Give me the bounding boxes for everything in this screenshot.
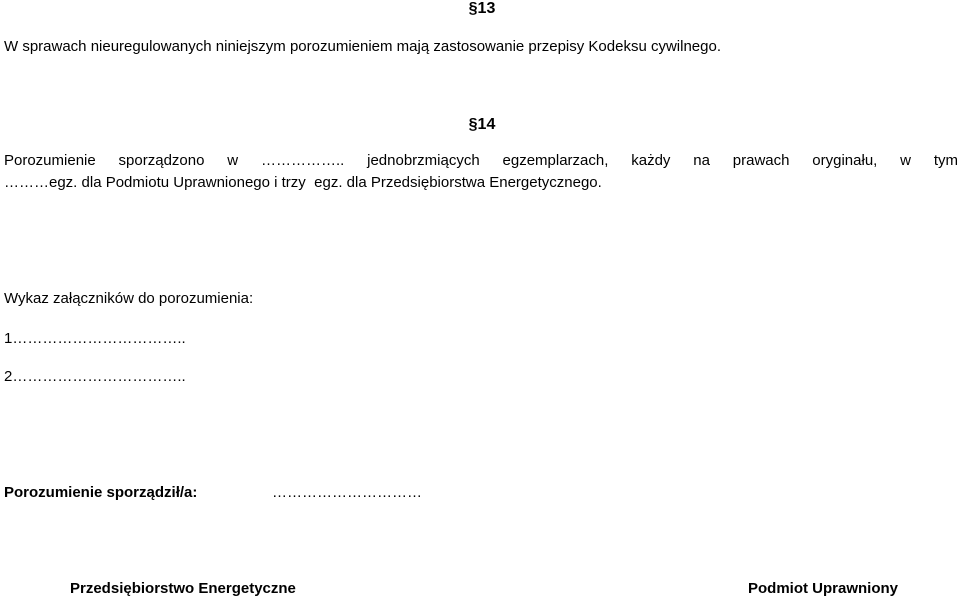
word: każdy	[631, 152, 671, 169]
word: Porozumienie	[4, 152, 96, 169]
prepared-by-value: …………………………	[272, 484, 422, 501]
word: oryginału,	[812, 152, 878, 169]
signature-authorized-entity: Podmiot Uprawniony	[748, 580, 898, 597]
word: jednobrzmiących	[367, 152, 480, 169]
attachments-heading: Wykaz załączników do porozumienia:	[4, 290, 254, 307]
word: prawach	[732, 152, 790, 169]
attachment-item-2: 2……………………………..	[4, 368, 186, 385]
blank-place: ……………..	[260, 152, 345, 169]
word: egzemplarzach,	[502, 152, 609, 169]
signature-energy-company: Przedsiębiorstwo Energetyczne	[70, 580, 296, 597]
word: w	[227, 152, 239, 169]
attachment-item-1: 1……………………………..	[4, 330, 186, 347]
section-13-heading: §13	[468, 0, 496, 17]
section-14-line-1	[4, 152, 958, 169]
section-14-line-2: ………egz. dla Podmiotu Uprawnionego i trzy egz. dla Przedsiębiorstwa Energetycznego.	[4, 174, 602, 191]
word: w	[900, 152, 912, 169]
section-13-text: W sprawach nieuregulowanych niniejszym porozumieniem mają zastosowanie przepisy Kodeksu cywilnego.	[4, 38, 722, 55]
section-14-heading: §14	[468, 116, 496, 133]
word: tym	[933, 152, 959, 169]
word: sporządzono	[118, 152, 205, 169]
prepared-by-label: Porozumienie sporządził/a:	[4, 484, 198, 501]
word: na	[693, 152, 710, 169]
